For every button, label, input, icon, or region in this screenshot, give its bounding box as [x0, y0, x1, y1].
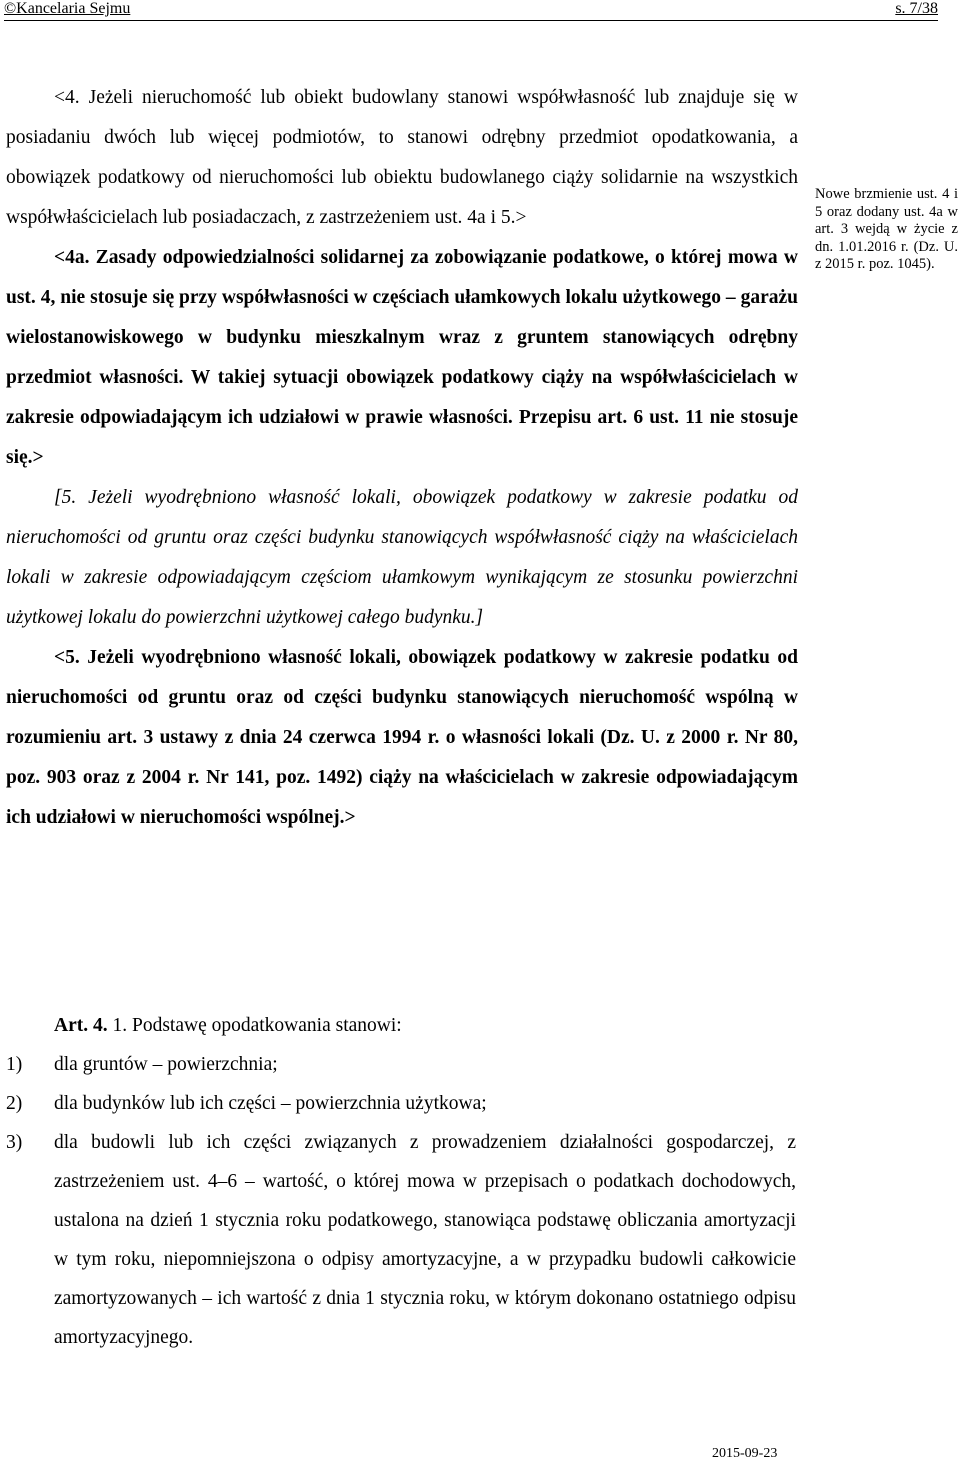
paragraph-ust-5-old: [5. Jeżeli wyodrębniono własność lokali, obowiązek podatkowy w zakresie podatku od nieruchomości od gruntu oraz części budynku stanowiących współwłasność ciąży na właścicielach lokali w zakresie odpowiadającym częściom ułamkowym wynikającym ze stosunku powierzchni użytkowej lokalu do powierzchni użytkowej całego budynku.] — [6, 487, 798, 628]
article-label: Art. 4. — [54, 1015, 108, 1036]
item-number: 3) — [6, 1132, 23, 1153]
page-header — [4, 0, 938, 22]
main-text — [6, 78, 798, 838]
article-4-heading — [6, 1006, 796, 1045]
article-4 — [6, 1006, 796, 1357]
list-item — [6, 1084, 796, 1123]
item-number: 1) — [6, 1054, 23, 1075]
paragraph-ust-4: <4. Jeżeli nieruchomość lub obiekt budowlany stanowi współwłasność lub znajduje się w posiadaniu dwóch lub więcej podmiotów, to stanowi odrębny przedmiot opodatkowania, a obowiązek podatkowy od nieruchomości lub obiektu budowlanego ciąży solidarnie na wszystkich współwłaścicielach lub posiadaczach, z zastrzeżeniem ust. 4a i 5.> — [6, 87, 798, 228]
ust-number: 1. — [112, 1015, 128, 1036]
item-text: dla gruntów – powierzchnia; — [54, 1054, 278, 1075]
copyright-link[interactable]: ©Kancelaria Sejmu — [4, 0, 131, 17]
header-divider — [4, 20, 938, 21]
item-text: dla budowli lub ich części związanych z prowadzeniem działalności gospodarczej, z zastrzeżeniem ust. 4–6 – wartość, o której mowa w przepisach o podatkach dochodowych, ustalona na dzień 1 stycznia roku podatkowego, stanowiąca podstawę obliczania amortyzacji w tym roku, niepomniejszona o odpisy amortyzacyjne, a w przypadku budowli całkowicie zamortyzowanych – ich wartość z dnia 1 stycznia roku, w którym dokonano ostatniego odpisu amortyzacyjnego. — [54, 1132, 796, 1348]
margin-note: Nowe brzmienie ust. 4 i 5 oraz dodany ust. 4a w art. 3 wejdą w życie z dn. 1.01.2016 r. (Dz. U. z 2015 r. poz. 1045). — [815, 186, 958, 272]
paragraph-ust-5-new: <5. Jeżeli wyodrębniono własność lokali, obowiązek podatkowy w zakresie podatku od nieruchomości od gruntu oraz od części budynku stanowiących nieruchomość wspólną w rozumieniu art. 3 ustawy z dnia 24 czerwca 1994 r. o własności lokali (Dz. U. z 2000 r. Nr 80, poz. 903 oraz z 2004 r. Nr 141, poz. 1492) ciąży na właścicielach w zakresie odpowiadającym ich udziałowi w nieruchomości wspólnej.> — [6, 647, 798, 828]
ust-text: Podstawę opodatkowania stanowi: — [131, 1015, 402, 1036]
page-number-link[interactable]: s. 7/38 — [895, 0, 938, 17]
item-number: 2) — [6, 1093, 23, 1114]
footer-date: 2015-09-23 — [712, 1446, 778, 1461]
item-text: dla budynków lub ich części – powierzchnia użytkowa; — [54, 1093, 487, 1114]
list-item — [6, 1123, 796, 1357]
paragraph-ust-4a: <4a. Zasady odpowiedzialności solidarnej za zobowiązanie podatkowe, o której mowa w ust. 4, nie stosuje się przy współwłasności w częściach ułamkowych lokalu użytkowego – garażu wielostanowiskowego w budynku mieszkalnym wraz z gruntem stanowiących odrębny przedmiot własności. W takiej sytuacji obowiązek podatkowy ciąży na współwłaścicielach w zakresie odpowiadającym ich udziałowi w prawie własności. Przepisu art. 6 ust. 11 nie stosuje się.> — [6, 247, 798, 468]
list-item — [6, 1045, 796, 1084]
